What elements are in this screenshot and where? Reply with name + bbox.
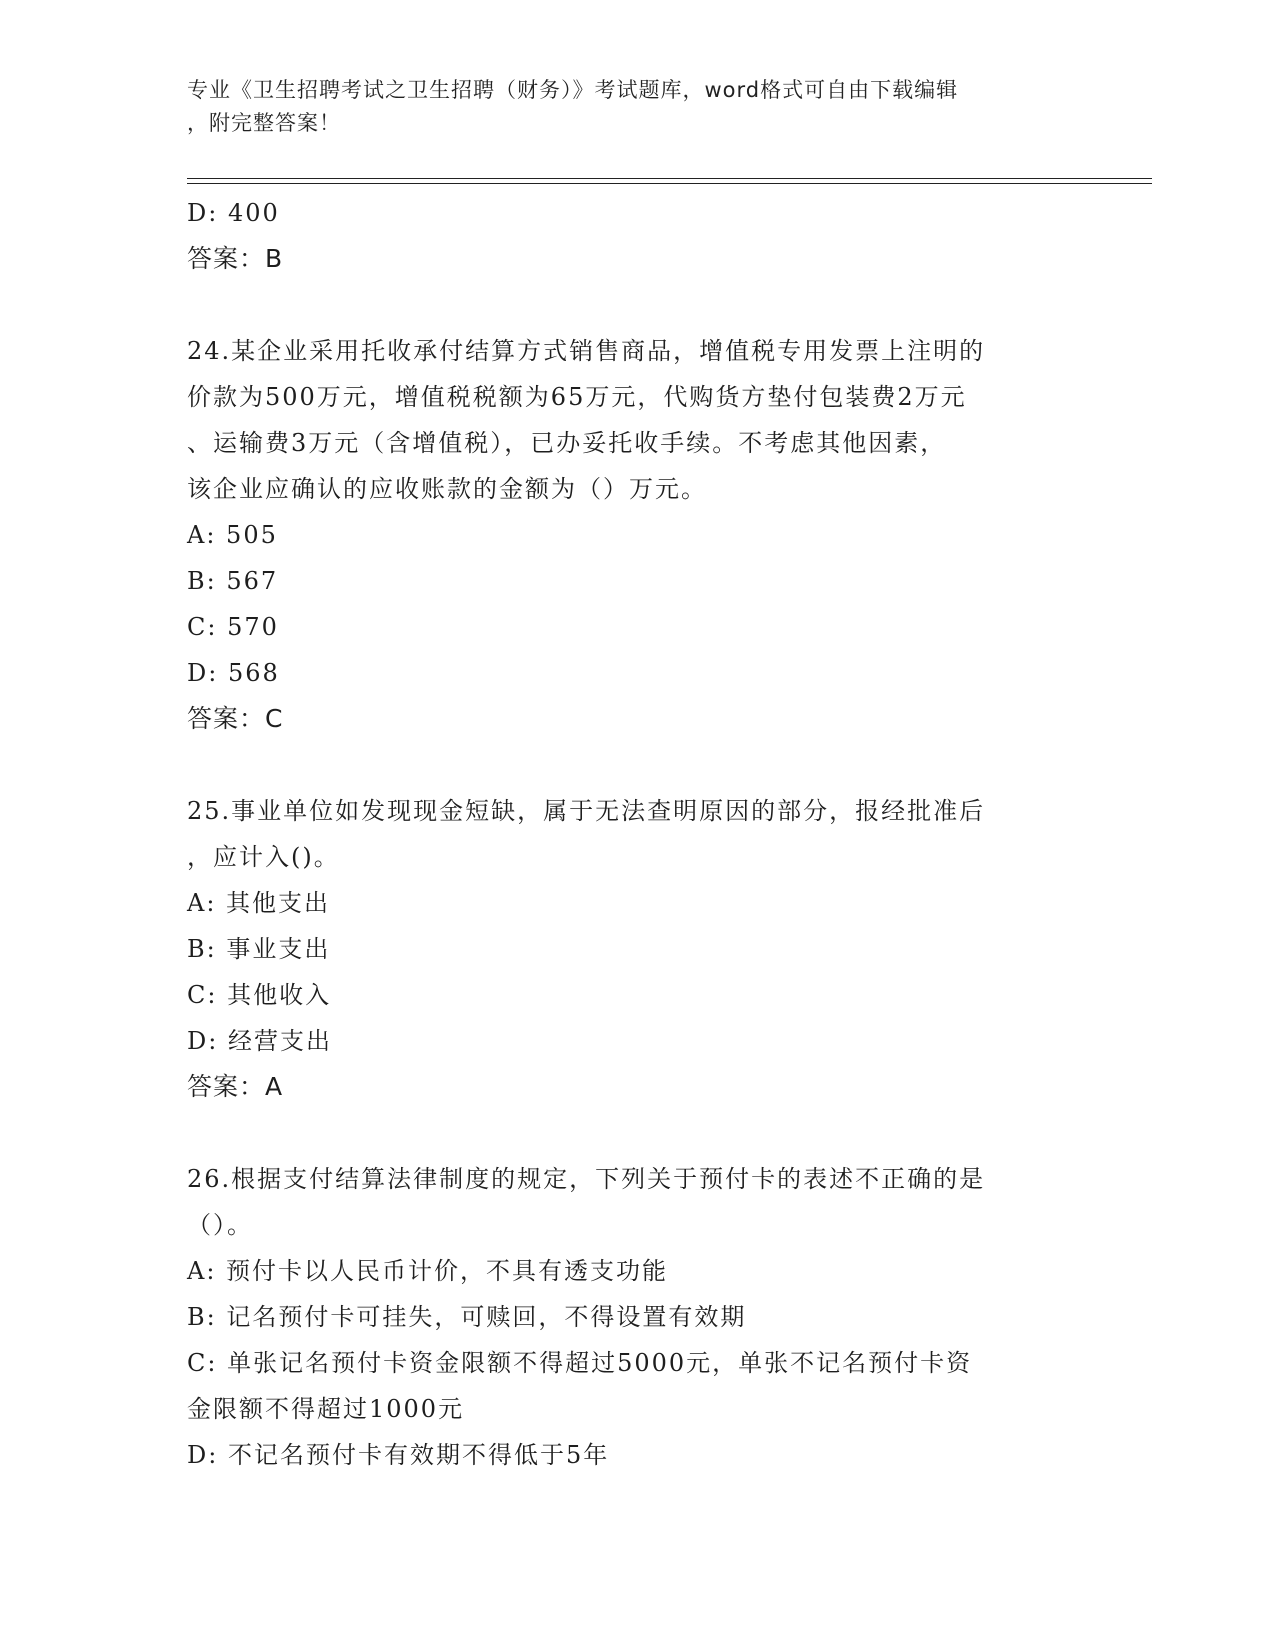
question-25-answer: 答案：A [187,1072,284,1101]
question-25-option-a: A: 其他支出 [187,889,331,917]
question-25-stem-line: ，应计入()。 [187,843,340,871]
question-24-stem-line: 、运输费3万元（含增值税），已办妥托收手续。不考虑其他因素， [187,429,947,457]
question-25-option-c: C: 其他收入 [187,981,332,1009]
question-24-stem-line: 价款为500万元，增值税税额为65万元，代购货方垫付包装费2万元 [187,383,967,411]
header-divider-bottom [187,183,1152,184]
question-26-option-c: C: 单张记名预付卡资金限额不得超过5000元，单张不记名预付卡资 [187,1349,973,1377]
question-24-stem-line: 该企业应确认的应收账款的金额为（）万元。 [187,475,707,503]
question-25-option-d: D: 经营支出 [187,1027,332,1055]
question-24-stem-line: 24.某企业采用托收承付结算方式销售商品，增值税专用发票上注明的 [187,337,986,365]
header-line-1: 专业《卫生招聘考试之卫生招聘（财务）》考试题库，word格式可自由下载编辑 [187,78,959,102]
question-24-option-c: C: 570 [187,613,279,641]
previous-option-d: D: 400 [187,199,280,227]
question-24-option-d: D: 568 [187,659,280,687]
question-25-option-b: B: 事业支出 [187,935,331,963]
question-24 [187,328,1087,742]
question-content [187,190,1087,1478]
question-26-option-c-continued: 金限额不得超过1000元 [187,1395,465,1423]
question-24-option-a: A: 505 [187,521,278,549]
header-line-2: ，附完整答案！ [187,111,341,135]
document-header [187,74,1067,140]
question-24-answer: 答案：C [187,704,284,733]
question-24-option-b: B: 567 [187,567,279,595]
header-divider-top [187,178,1152,179]
question-25-stem-line: 25.事业单位如发现现金短缺，属于无法查明原因的部分，报经批准后 [187,797,986,825]
question-26-option-a: A: 预付卡以人民币计价，不具有透支功能 [187,1257,669,1285]
question-25 [187,788,1087,1110]
question-26-stem-line: 26.根据支付结算法律制度的规定，下列关于预付卡的表述不正确的是 [187,1165,986,1193]
question-26-option-d: D: 不记名预付卡有效期不得低于5年 [187,1441,610,1469]
question-26-stem-line: （）。 [187,1211,253,1239]
question-26-option-b: B: 记名预付卡可挂失，可赎回，不得设置有效期 [187,1303,747,1331]
question-26 [187,1156,1087,1478]
previous-answer: 答案：B [187,244,284,273]
